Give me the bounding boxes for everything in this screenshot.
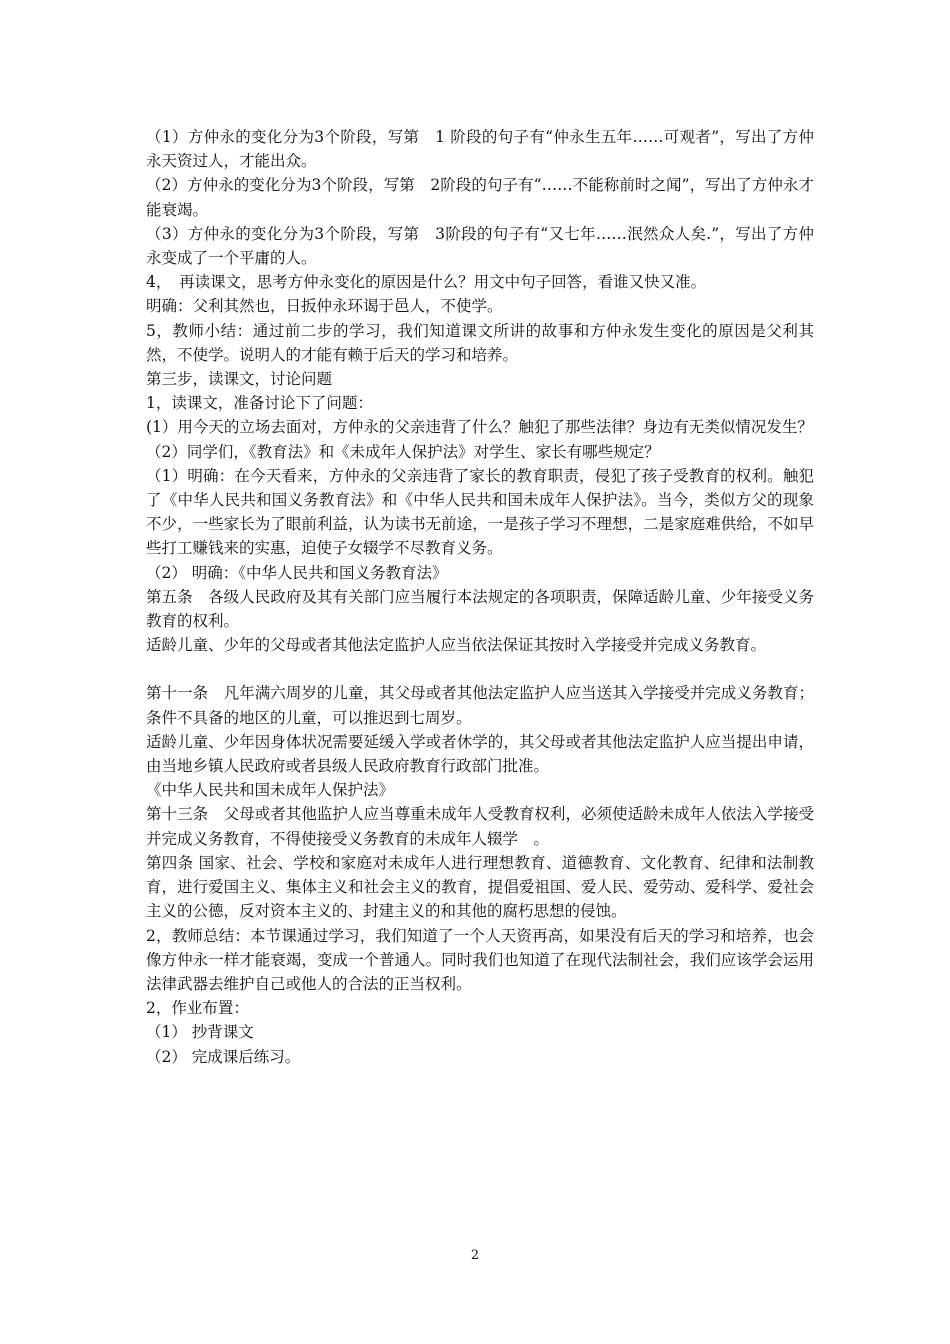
paragraph-article-5-guardians: 适龄儿童、少年的父母或者其他法定监护人应当依法保证其按时入学接受并完成义务教育。 [146,636,767,655]
paragraph-stage-3: （3）方仲永的变化分为3个阶段，写第 3阶段的句子有“又七年……泯然众人矣.”，写出了方仲永变成了一个平庸的人。 [146,224,814,268]
paragraph-answer-cause: 明确：父利其然也，日扳仲永环谒于邑人，不使学。 [146,297,503,316]
page-number: 2 [470,1248,480,1263]
paragraph-minor-protection-law-title: 《中华人民共和国未成年人保护法》 [146,781,395,800]
paragraph-teacher-summary: 5，教师小结：通过前二步的学习，我们知道课文所讲的故事和方仲永发生变化的原因是父利其然，不使学。说明人的才能有赖于后天的学习和培养。 [146,321,814,364]
paragraph-teacher-conclusion: 2，教师总结：本节课通过学习，我们知道了一个人天资再高，如果没有后天的学习和培养，也会像方仲永一样才能衰竭，变成一个普通人。同时我们也知道了在现代法制社会，我们应该学会运用法律武器去维护自己或他人的合法的正当权利。 [146,926,814,993]
paragraph-step-three-heading: 第三步，读课文，讨论问题 [146,370,333,389]
paragraph-answer-2-heading: （2） 明确：《中华人民共和国义务教育法》 [146,563,448,582]
paragraph-article-5: 第五条 各级人民政府及其有关部门应当履行本法规定的各项职责，保障适龄儿童、少年接受义务教育的权利。 [146,587,814,631]
document-body [146,125,814,1069]
paragraph-homework-heading: 2，作业布置： [146,999,249,1018]
paragraph-stage-2: （2）方仲永的变化分为3个阶段，写第 2阶段的句子有“……不能称前时之闻”，写出了方仲永才能衰竭。 [146,176,814,219]
paragraph-article-11: 第十一条 凡年满六周岁的儿童，其父母或者其他法定监护人应当送其入学接受并完成义务教育；条件不具备的地区的儿童，可以推迟到七周岁。 [146,684,814,727]
paragraph-article-4: 第四条 国家、社会、学校和家庭对未成年人进行理想教育、道德教育、文化教育、纪律和法制教育，进行爱国主义、集体主义和社会主义的教育，提倡爱祖国、爱人民、爱劳动、爱科学、爱社会主义的公德，反对资本主义的、封建主义的和其他的腐朽思想的侵蚀。 [146,853,814,921]
paragraph-homework-2: （2） 完成课后练习。 [146,1047,301,1066]
paragraph-discussion-intro: 1，读课文，准备讨论下了问题： [146,394,373,413]
paragraph-article-11-deferral: 适龄儿童、少年因身体状况需要延缓入学或者休学的，其父母或者其他法定监护人应当提出申请，由当地乡镇人民政府或者县级人民政府教育行政部门批准。 [146,732,814,776]
paragraph-article-13: 第十三条 父母或者其他监护人应当尊重未成年人受教育权利，必须使适龄未成年人依法入学接受并完成义务教育，不得使接受义务教育的未成年人辍学 。 [146,805,814,848]
paragraph-question-1: (1）用今天的立场去面对，方仲永的父亲违背了什么？触犯了那些法律？身边有无类似情况发生？ [146,418,813,437]
paragraph-question-2: （2）同学们，《教育法》和《未成年人保护法》对学生、家长有哪些规定？ [146,442,660,461]
paragraph-blank [146,657,814,681]
paragraph-stage-1: （1）方仲永的变化分为3个阶段，写第 1 阶段的句子有“仲永生五年……可观者”，写出了方仲永天资过人，才能出众。 [146,128,814,171]
paragraph-homework-1: （1） 抄背课文 [146,1023,254,1042]
paragraph-answer-1: （1）明确：在今天看来，方仲永的父亲违背了家长的教育职责，侵犯了孩子受教育的权利。触犯了《中华人民共和国义务教育法》和《中华人民共和国未成年人保护法》。当今，类似方父的现象不少，一些家长为了眼前利益，认为读书无前途，一是孩子学习不理想，二是家庭难供给，不如早些打工赚钱来的实惠，迫使子女辍学不尽教育义务。 [146,466,814,558]
paragraph-reread-question: 4， 再读课文，思考方仲永变化的原因是什么？用文中句子回答，看谁又快又准。 [146,273,707,292]
